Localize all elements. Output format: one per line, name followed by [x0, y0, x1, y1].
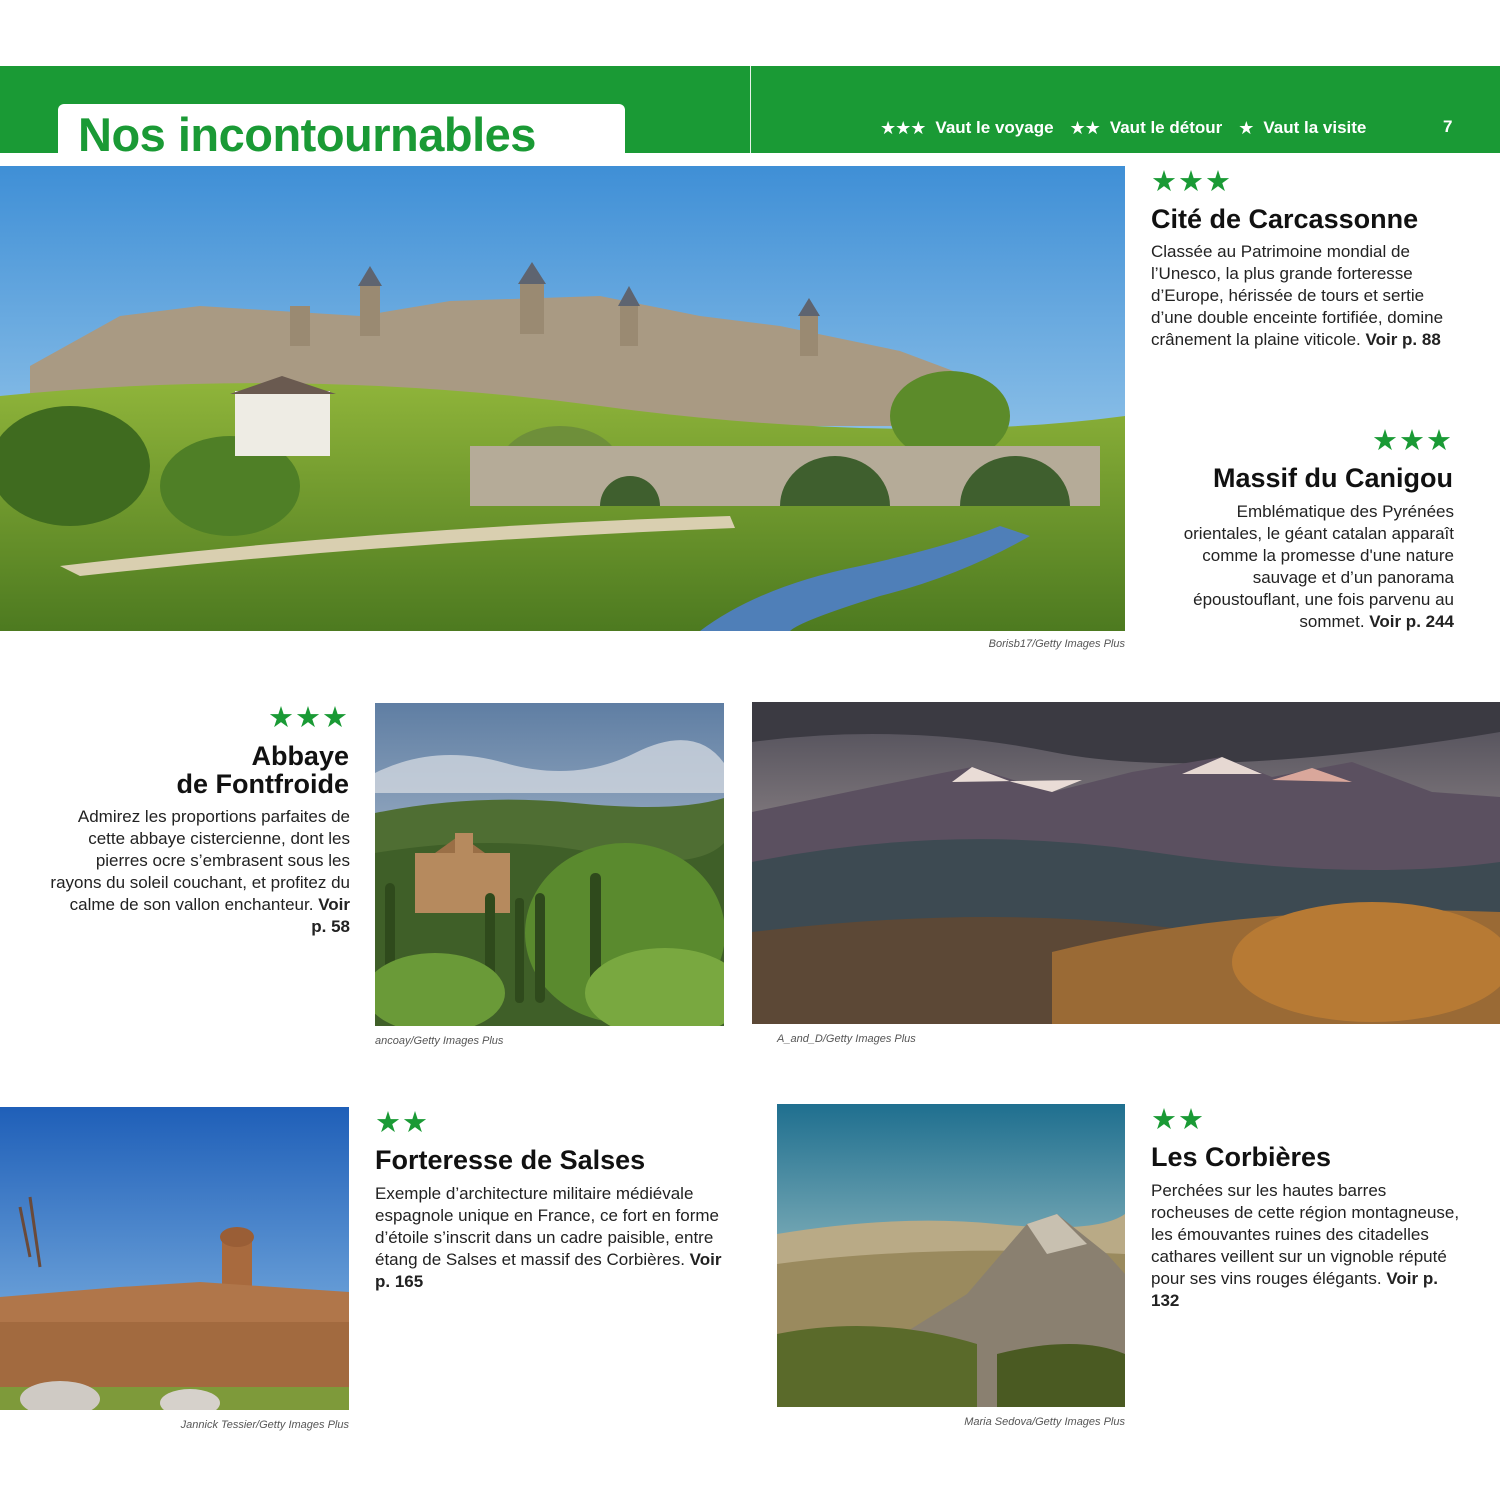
canigou-heading: Massif du Canigou: [1212, 463, 1453, 493]
fontfroide-heading: [100, 742, 349, 798]
canigou-stars-icon: ★★★: [1372, 425, 1453, 457]
salses-credit: Jannick Tessier/Getty Images Plus: [180, 1419, 349, 1431]
legend-label-visite: Vaut la visite: [1263, 118, 1367, 137]
fontfroide-credit: ancoay/Getty Images Plus: [375, 1035, 504, 1047]
corbieres-description: [1151, 1180, 1461, 1312]
salses-text: Exemple d’architecture militaire médiévale espagnole unique en France, ce fort en forme d’étoile s’inscrit dans un cadre paisible, entre étang de Salses et massif des Corbières.: [375, 1184, 719, 1269]
canigou-text: Emblématique des Pyrénées orientales, le géant catalan apparaît comme la promesse d'une nature sauvage et d’un panorama époustouflant, une fois parvenu au sommet.: [1183, 502, 1454, 631]
corbieres-heading: Les Corbières: [1151, 1142, 1332, 1172]
canigou-credit: A_and_D/Getty Images Plus: [777, 1033, 916, 1045]
fontfroide-heading-line2: de Fontfroide: [176, 769, 349, 799]
carcassonne-heading: Cité de Carcassonne: [1151, 204, 1419, 234]
salses-photo: [0, 1107, 349, 1410]
carcassonne-stars-icon: ★★★: [1151, 166, 1232, 198]
salses-description: [375, 1183, 725, 1293]
two-star-icon: ★★: [1069, 117, 1100, 138]
legend-label-voyage: Vaut le voyage: [935, 118, 1054, 137]
salses-page-ref: Voir p. 165: [375, 1250, 722, 1291]
page-gutter-divider: [750, 66, 751, 153]
corbieres-stars-icon: ★★: [1151, 1104, 1205, 1136]
fontfroide-description: [50, 806, 350, 938]
fontfroide-text: Admirez les proportions parfaites de cette abbaye cistercienne, dont les pierres ocre s’embrasent sous les rayons du soleil couchant, et profitez du calme de son vallon enchanteur.: [50, 807, 350, 914]
fontfroide-stars-icon: ★★★: [268, 702, 349, 734]
salses-heading: Forteresse de Salses: [375, 1145, 646, 1175]
fontfroide-heading-line1: Abbaye: [251, 741, 349, 771]
canigou-photo: [752, 702, 1500, 1024]
carcassonne-photo: [0, 166, 1125, 631]
page-title: Nos incontournables: [78, 108, 536, 161]
carcassonne-page-ref: Voir p. 88: [1365, 330, 1441, 349]
three-star-icon: ★★★: [880, 117, 926, 138]
carcassonne-text: Classée au Patrimoine mondial de l’Unesco, la plus grande forteresse d’Europe, hérissée de tours et sertie d’une double enceinte fortifiée, domine crânement la plaine viticole.: [1151, 242, 1444, 349]
fontfroide-page-ref: Voir p. 58: [311, 895, 350, 936]
corbieres-text: Perchées sur les hautes barres rocheuses de cette région montagneuse, les émouvantes ruines des citadelles cathares veillent sur un vignoble réputé pour ses vins rouges élégants.: [1151, 1181, 1460, 1288]
carcassonne-description: [1151, 241, 1451, 351]
corbieres-credit: Maria Sedova/Getty Images Plus: [964, 1416, 1125, 1428]
one-star-icon: ★: [1238, 117, 1254, 138]
canigou-page-ref: Voir p. 244: [1369, 612, 1454, 631]
page-number: 7: [1443, 117, 1453, 136]
legend-label-detour: Vaut le détour: [1109, 118, 1223, 137]
fontfroide-photo: [375, 703, 724, 1026]
carcassonne-credit: Borisb17/Getty Images Plus: [988, 638, 1125, 650]
rating-legend: [880, 116, 1382, 140]
corbieres-page-ref: Voir p. 132: [1151, 1269, 1438, 1310]
salses-stars-icon: ★★: [375, 1107, 429, 1139]
canigou-description: [1168, 501, 1454, 633]
corbieres-photo: [777, 1104, 1125, 1407]
